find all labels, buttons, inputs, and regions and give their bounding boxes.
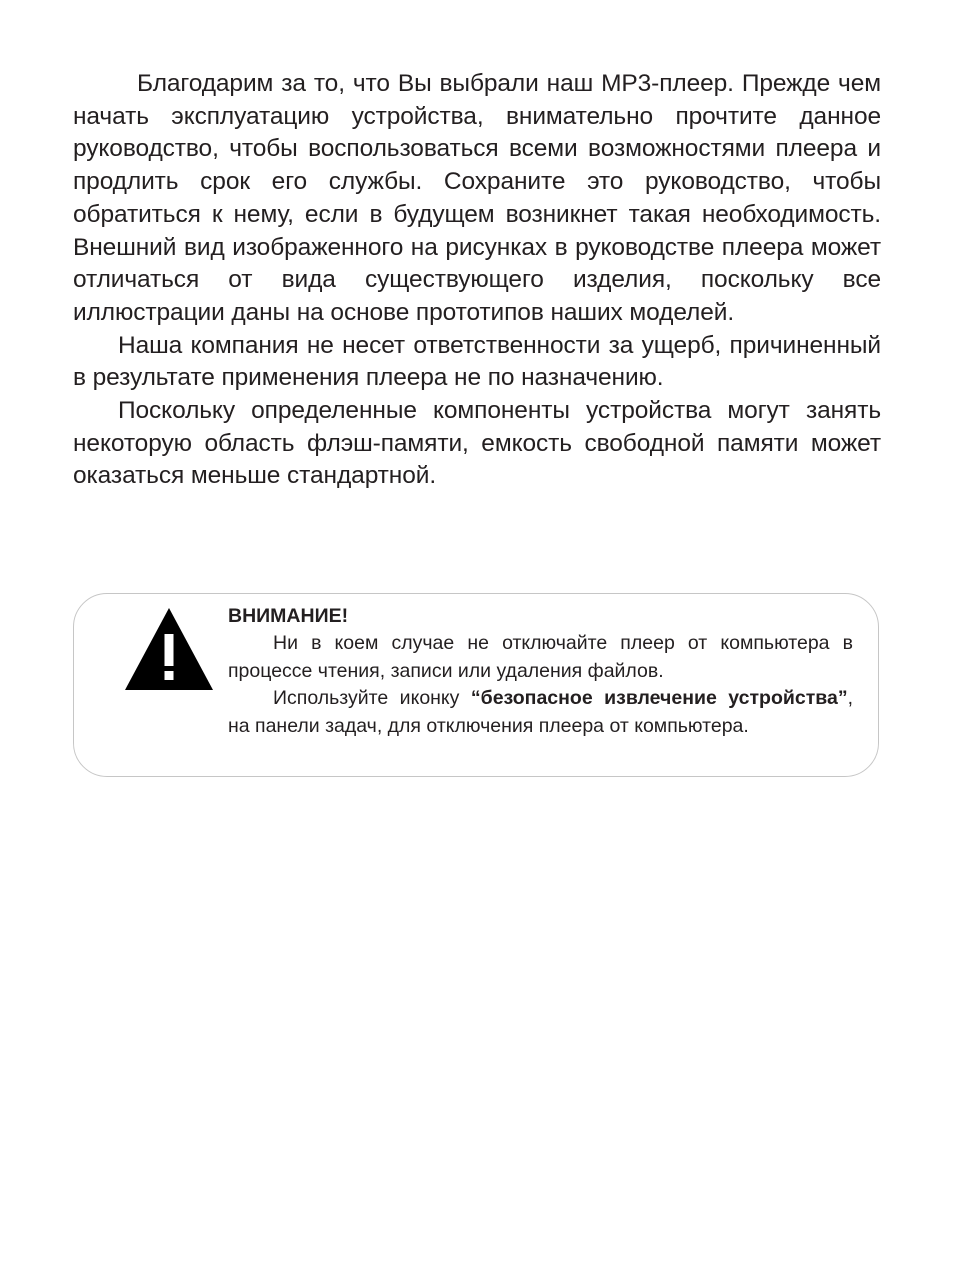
warning-title: ВНИМАНИЕ! xyxy=(228,605,349,627)
warning-para2-prefix: Используйте иконку xyxy=(273,687,471,710)
liability-paragraph: Наша компания не несет ответственности за ущерб, причиненный в результате применения плеера не по назначению. xyxy=(73,331,881,392)
warning-text xyxy=(228,603,853,740)
document-body xyxy=(73,68,881,493)
safe-removal-term: “безопасное извлечение устройства” xyxy=(470,687,848,710)
warning-triangle-icon xyxy=(125,608,213,690)
warning-paragraph-1: Ни в коем случае не отключайте плеер от компьютера в процессе чтения, записи или удаления файлов. xyxy=(228,632,853,682)
warning-para2-suffix: , на панели задач, для отключения плеера от компьютера. xyxy=(228,687,853,737)
warning-paragraph-2 xyxy=(228,685,853,740)
memory-paragraph: Поскольку определенные компоненты устройства могут занять некоторую область флэш-памяти, емкость свободной памяти может оказаться меньше стандартной. xyxy=(73,397,881,490)
intro-paragraph: Благодарим за то, что Вы выбрали наш MP3-плеер. Прежде чем начать эксплуатацию устройства, внимательно прочтите данное руководство, чтобы воспользоваться всеми возможностями плеера и продлить срок его службы. Сохраните это руководство, чтобы обратиться к нему, если в будущем возникнет такая необходимость. Внешний вид изображенного на рисунках в руководстве плеера может отличаться от вида существующего изделия, поскольку все иллюстрации даны на основе прототипов наших моделей. xyxy=(73,70,881,326)
warning-box xyxy=(73,593,879,777)
